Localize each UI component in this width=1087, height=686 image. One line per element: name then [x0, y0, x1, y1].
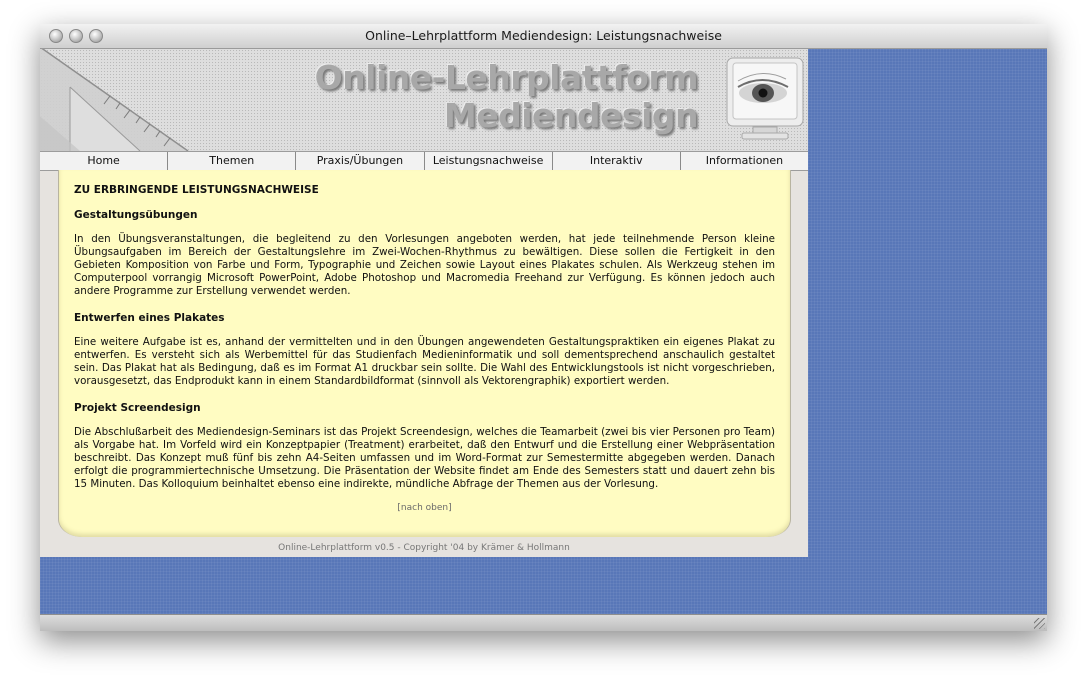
status-bar: [40, 614, 1047, 631]
nav-item-informationen[interactable]: Informationen: [705, 154, 784, 167]
main-navigation: [40, 151, 808, 171]
section-title-screendesign: Projekt Screendesign: [74, 402, 201, 414]
nav-item-home[interactable]: Home: [40, 152, 168, 170]
section-text-screendesign: Die Abschlußarbeit des Mediendesign-Seminars ist das Projekt Screendesign, welches die Teamarbeit (zwei bis vier Personen pro Team) als Vorgabe hat. Im Vorfeld wird ein Konzeptpapier (Treatment) erarbeitet, daß den Entwurf und die Erstellung einer Webpräsentation beschreibt. Das Konzept muß fünf bis zehn A4-Seiten umfassen und im Word-Format zur Semestermitte abgegeben werden. Danach erfolgt die programmiertechnische Umsetzung. Die Präsentation der Website findet am Ende des Semesters statt und dauert zehn bis 15 Minuten. Das Kolloquium beinhaltet ebenso eine indirekte, mündliche Abfrage der Themen aus der Vorlesung.: [74, 426, 775, 490]
page-viewport: [40, 49, 1047, 615]
back-to-top-link[interactable]: [nach oben]: [397, 503, 452, 513]
section-text-plakat: Eine weitere Aufgabe ist es, anhand der vermittelten und in den Übungen angewendeten Gestaltungspraktiken ein eigenes Plakat zu entwerfen. Es versteht sich als Werbemittel für das Studienfach Medieninformatik und soll dementsprechend anschaulich gestaltet sein. Das Plakat hat als Bedingung, daß es im Format A1 druckbar sein sollte. Die Wahl des Entwicklungstools ist nicht vorgeschrieben, vorausgesetzt, das Endprodukt kann in einem Standardbildformat (sinnvoll als Vektorengraphik) exportiert werden.: [74, 336, 775, 387]
site-title-line2: Mediendesign: [443, 96, 698, 135]
web-page: [40, 49, 808, 557]
page-heading: ZU ERBRINGENDE LEISTUNGSNACHWEISE: [74, 184, 319, 196]
nav-item-interaktiv[interactable]: Interaktiv: [553, 152, 681, 170]
site-title: [315, 59, 698, 135]
eye-monitor-graphic: [726, 57, 806, 143]
section-title-plakat: Entwerfen eines Plakates: [74, 312, 225, 324]
section-title-gestaltungsuebungen: Gestaltungsübungen: [74, 209, 198, 221]
resize-grip-icon[interactable]: [1034, 618, 1045, 629]
browser-window: [40, 24, 1047, 631]
nav-item-leistungsnachweise[interactable]: Leistungsnachweise: [425, 152, 553, 170]
triangle-ruler-graphic: [40, 49, 190, 151]
title-bar[interactable]: [40, 24, 1047, 49]
window-title: Online–Lehrplattform Mediendesign: Leistungsnachweise: [365, 28, 722, 43]
nav-item-themen[interactable]: Themen: [168, 152, 296, 170]
site-title-line1: Online-Lehrplattform: [314, 58, 698, 97]
site-header: [40, 49, 808, 151]
content-panel: [58, 170, 791, 537]
site-footer: Online-Lehrplattform v0.5 - Copyright '04 by Krämer & Hollmann: [278, 543, 570, 553]
nav-item-praxis-uebungen[interactable]: Praxis/Übungen: [296, 152, 424, 170]
section-text-gestaltungsuebungen: In den Übungsveranstaltungen, die begleitend zu den Vorlesungen angeboten werden, hat jede teilnehmende Person kleine Übungsaufgaben im Bereich der Gestaltungslehre im Zwei-Wochen-Rhythmus zu bewältigen. Diese sollen die Fertigkeit in den Gebieten Komposition von Farbe und Form, Typographie und Zeichen sowie Layout eines Plakates schulen. Als Werkzeug stehen im Computerpool vorrangig Microsoft PowerPoint, Adobe Photoshop und Macromedia Freehand zur Verfügung. Es können jedoch auch andere Programme zur Erstellung verwendet werden.: [74, 233, 775, 297]
